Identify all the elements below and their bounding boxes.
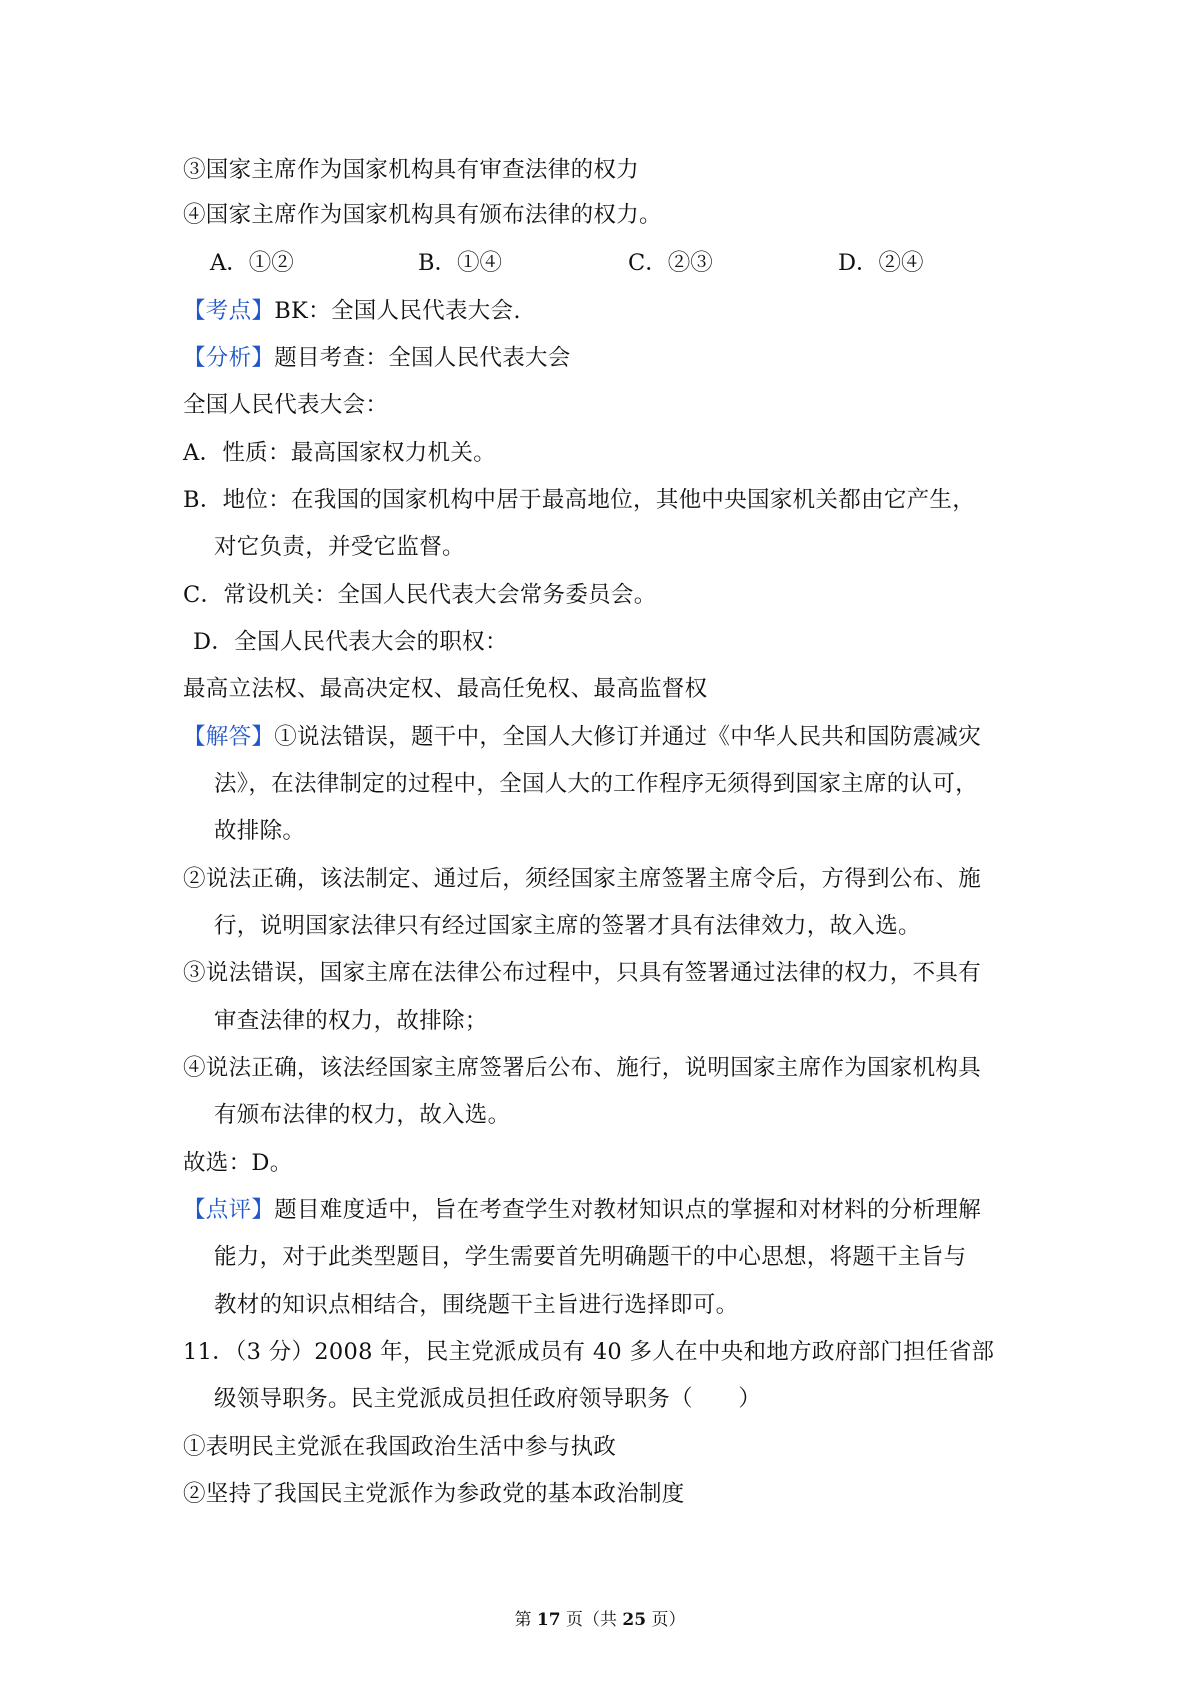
dianping-line-1 (183, 1195, 981, 1225)
footer-page-number: 17 (536, 1610, 561, 1630)
footer-total-pages: 25 (622, 1610, 647, 1630)
jieda-point-2a: ②说法正确，该法制定、通过后，须经国家主席签署主席令后，方得到公布、施 (183, 866, 982, 892)
page-footer (0, 1608, 1200, 1632)
choice-d: D．②④ (838, 250, 924, 276)
dianping-line-2: 能力，对于此类型题目，学生需要首先明确题干的中心思想，将题干主旨与 (214, 1244, 967, 1270)
jieda-line-2: 法》，在法律制定的过程中，全国人大的工作程序无须得到国家主席的认可， (214, 771, 978, 797)
npc-status-1: B．地位：在我国的国家机构中居于最高地位，其他中央国家机关都由它产生， (183, 487, 976, 513)
fenxi-tag: 【分析】 (183, 345, 275, 371)
npc-heading: 全国人民代表大会： (183, 392, 389, 418)
fenxi-text: 题目考查：全国人民代表大会 (274, 345, 571, 371)
jieda-point-3b: 审查法律的权力，故排除； (214, 1008, 488, 1034)
jieda-line-1 (183, 722, 981, 752)
dianping-tag: 【点评】 (183, 1197, 275, 1223)
npc-standing-organ: C．常设机关：全国人民代表大会常务委员会。 (183, 582, 657, 608)
npc-nature: A．性质：最高国家权力机关。 (183, 440, 496, 466)
question-11-option-2: ②坚持了我国民主党派作为参政党的基本政治制度 (183, 1481, 685, 1507)
npc-status-2: 对它负责，并受它监督。 (214, 534, 465, 560)
footer-middle: 页（共 (560, 1610, 623, 1630)
kaodian-line (183, 296, 521, 326)
question-11-line-2: 级领导职务。民主党派成员担任政府领导职务（ ） (214, 1386, 762, 1412)
dianping-text-1: 题目难度适中，旨在考查学生对教材知识点的掌握和对材料的分析理解 (274, 1197, 982, 1223)
jieda-point-3a: ③说法错误，国家主席在法律公布过程中，只具有签署通过法律的权力，不具有 (183, 960, 982, 986)
fenxi-line (183, 343, 571, 373)
kaodian-tag: 【考点】 (183, 298, 275, 324)
jieda-line-3: 故排除。 (214, 818, 306, 844)
jieda-point-4a: ④说法正确，该法经国家主席签署后公布、施行，说明国家主席作为国家机构具 (183, 1055, 982, 1081)
dianping-line-3: 教材的知识点相结合，围绕题干主旨进行选择即可。 (214, 1292, 739, 1318)
choice-b: B．①④ (418, 250, 503, 276)
jieda-tag: 【解答】 (183, 724, 275, 750)
jieda-point-4b: 有颁布法律的权力，故入选。 (214, 1102, 511, 1128)
question-11-option-1: ①表明民主党派在我国政治生活中参与执政 (183, 1434, 617, 1460)
kaodian-text: BK：全国人民代表大会. (274, 298, 521, 324)
footer-prefix: 第 (514, 1610, 537, 1630)
footer-suffix: 页） (646, 1610, 686, 1630)
npc-powers: 最高立法权、最高决定权、最高任免权、最高监督权 (183, 676, 708, 702)
jieda-point-2b: 行，说明国家法律只有经过国家主席的签署才具有法律效力，故入选。 (214, 913, 921, 939)
choice-a: A．①② (210, 250, 294, 276)
question-11-line-1: 11．（3 分）2008 年，民主党派成员有 40 多人在中央和地方政府部门担任省部 (183, 1339, 995, 1365)
option-3: ③国家主席作为国家机构具有审查法律的权力 (183, 157, 640, 183)
choice-c: C．②③ (628, 250, 713, 276)
npc-powers-heading: D．全国人民代表大会的职权： (193, 629, 508, 655)
answer-line: 故选：D。 (183, 1150, 293, 1176)
jieda-text-1: ①说法错误，题干中，全国人大修订并通过《中华人民共和国防震减灾 (274, 724, 982, 750)
option-4: ④国家主席作为国家机构具有颁布法律的权力。 (183, 202, 662, 228)
